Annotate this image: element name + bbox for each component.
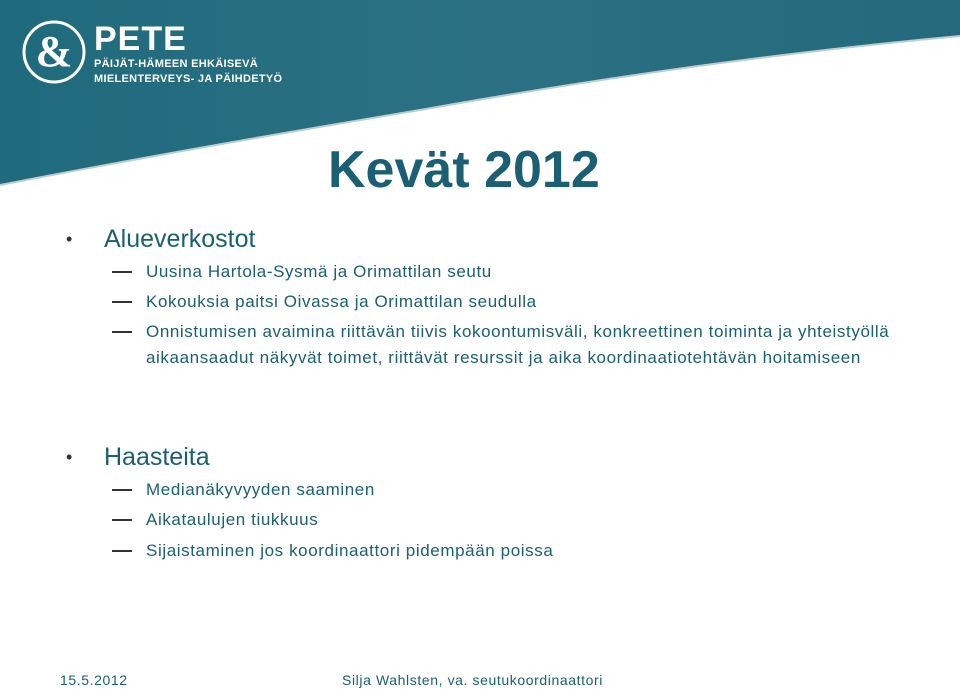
bullet-icon: •	[66, 229, 73, 249]
slide-title: Kevät 2012	[328, 141, 600, 199]
brand-logo-text	[94, 22, 282, 86]
svg-text:&: &	[35, 27, 73, 76]
footer-author: Silja Wahlsten, va. seutukoordinaattori	[342, 672, 604, 688]
brand-subtitle-1: PÄIJÄT-HÄMEEN EHKÄISEVÄ	[94, 58, 258, 70]
bullet-icon: •	[66, 447, 73, 467]
footer-date: 15.5.2012	[60, 672, 128, 688]
brand-name: PETE	[94, 20, 187, 58]
ampersand-logo-icon	[22, 20, 86, 84]
list-item-multiline: Onnistumisen avaimina riittävän tiivis kokoontumisväli, konkreettinen toiminta ja yhteistyöllä aikaansaadut näkyvät toimet, riittävät resurssit ja aika koordinaatiotehtävän hoitamiseen	[146, 322, 890, 367]
brand-subtitle-2: MIELENTERVEYS- JA PÄIHDETYÖ	[94, 73, 283, 85]
